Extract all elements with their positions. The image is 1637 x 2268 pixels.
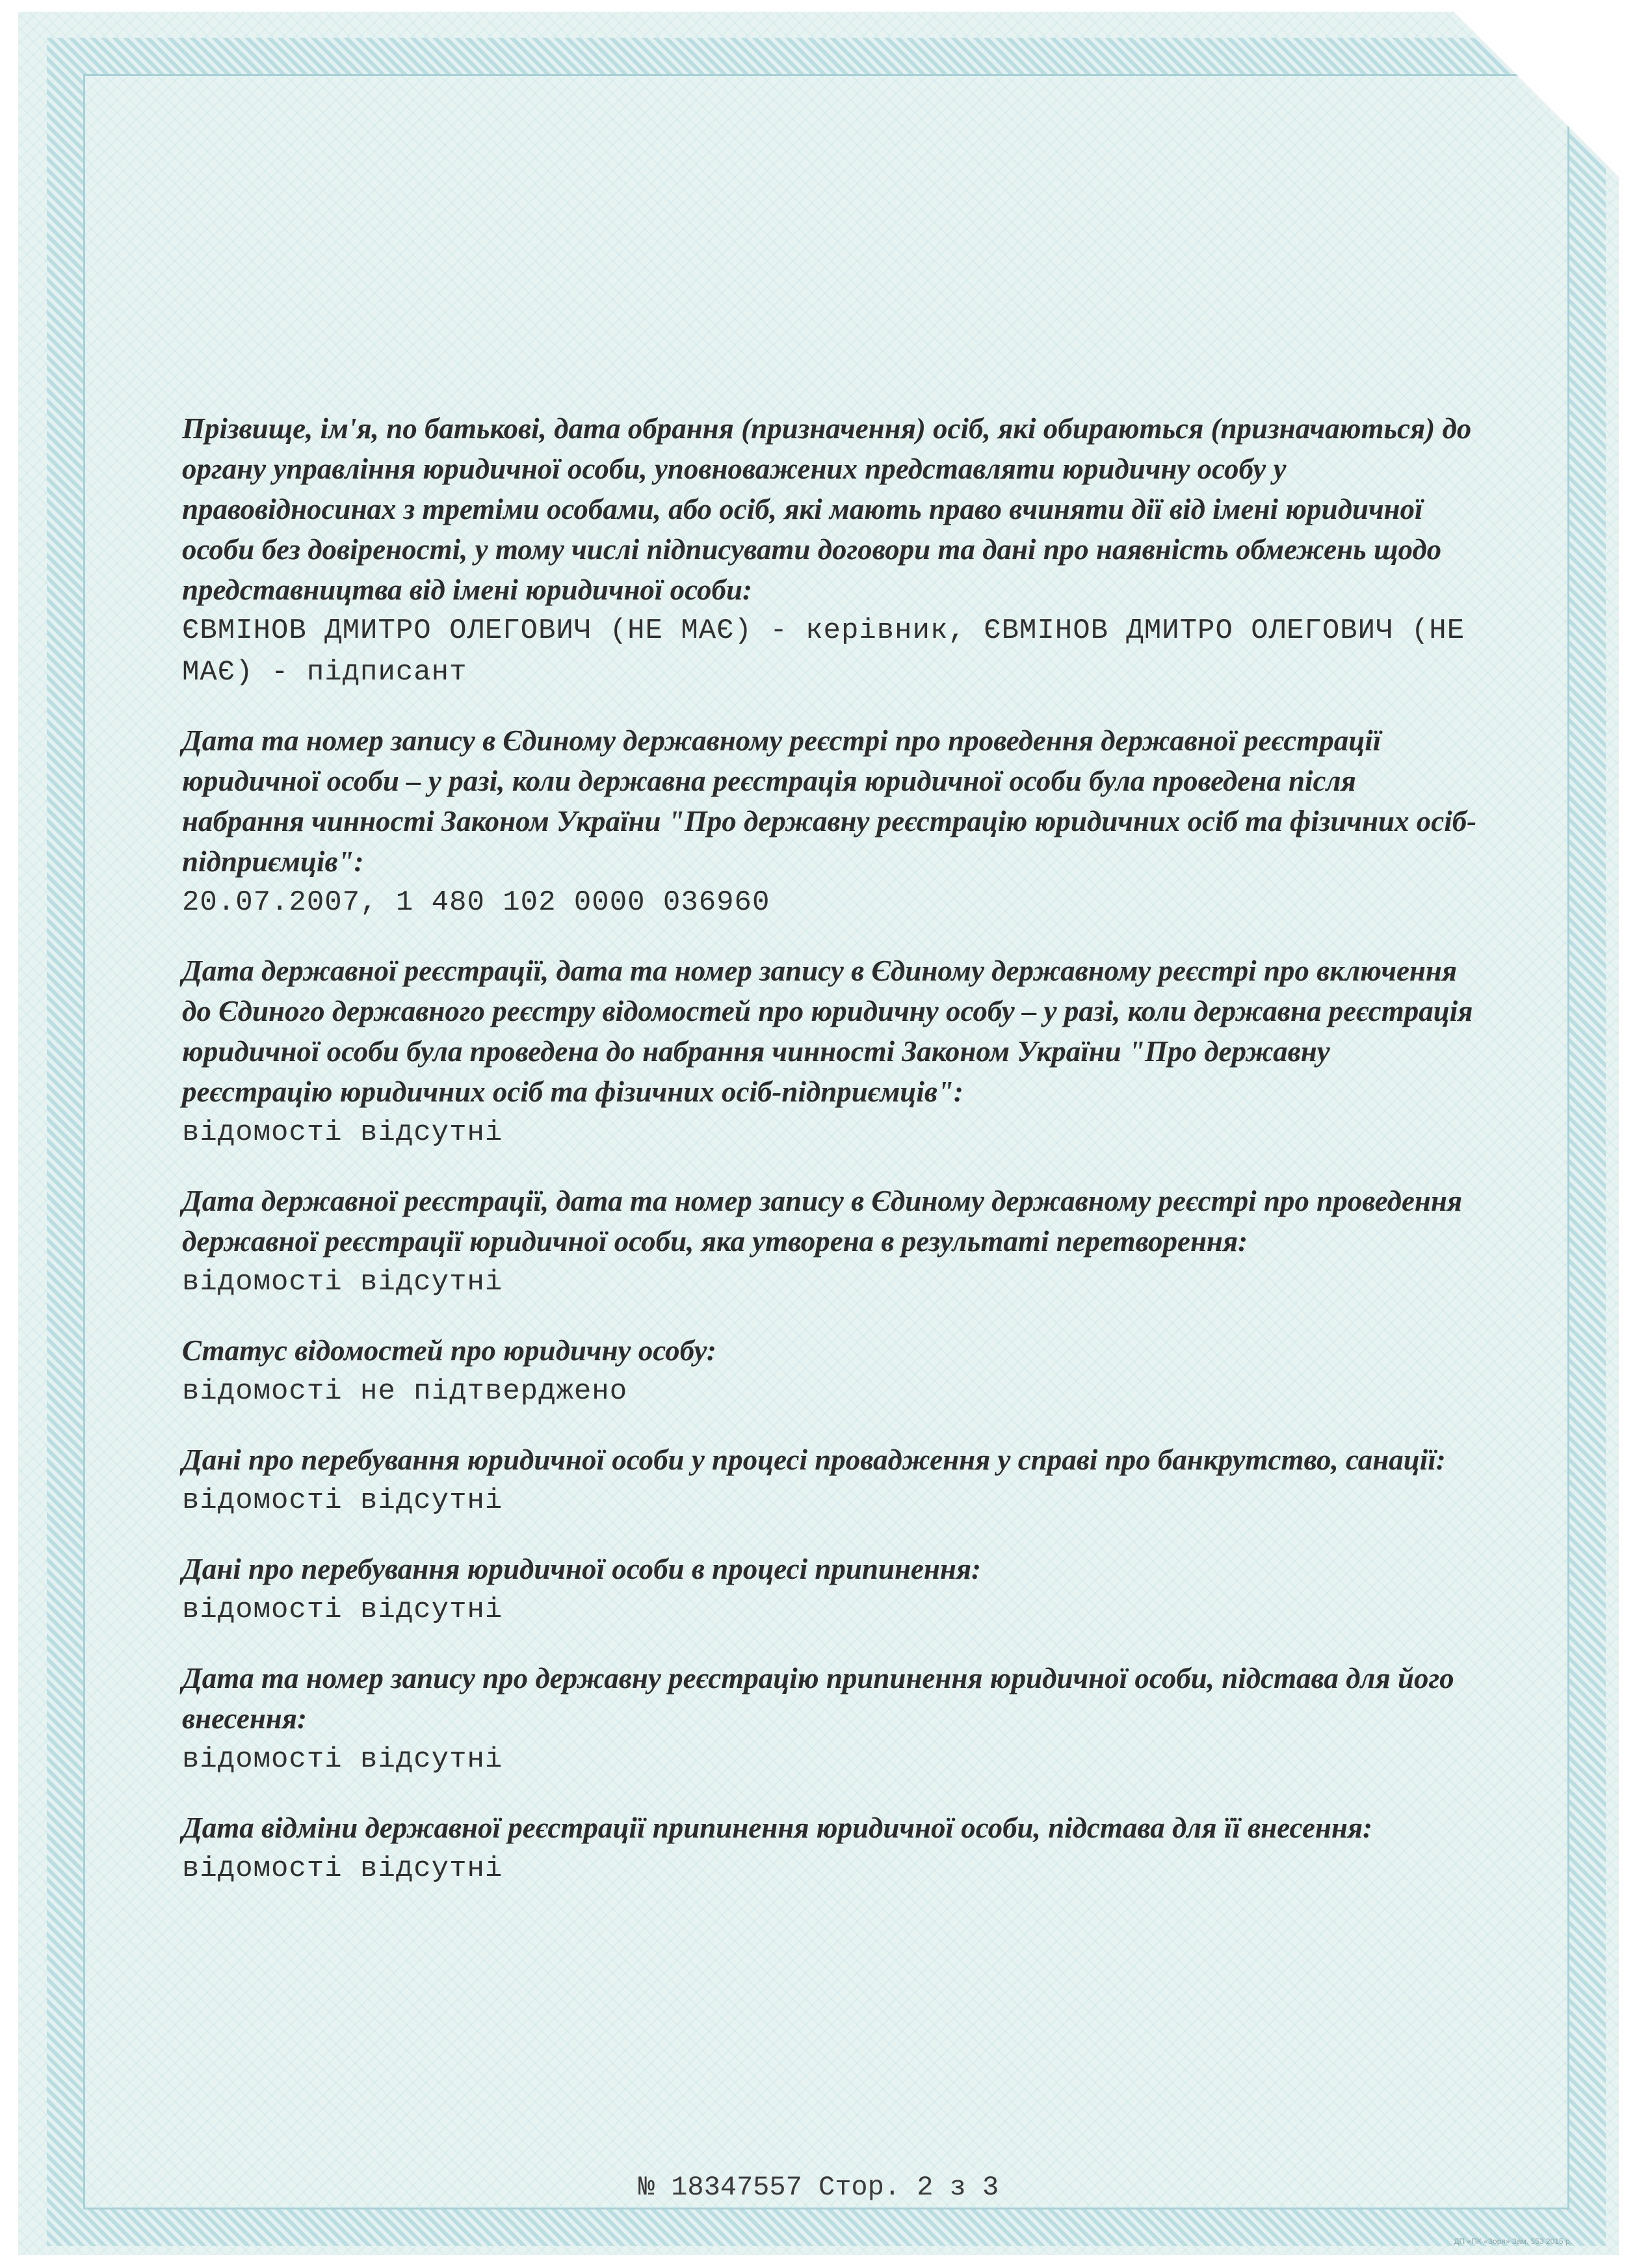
section-label: Дата відміни державної реєстрації припинення юридичної особи, підстава для її внесення: [182,1812,1373,1844]
section-value: відомості відсутні [182,1594,503,1626]
folded-corner [1442,0,1637,195]
section-termination-process [182,1549,1482,1631]
section-termination-cancellation [182,1808,1482,1890]
section-value: відомості відсутні [182,1116,503,1149]
page-number-footer: № 18347557 Стор. 2 з 3 [638,2172,999,2203]
section-transformation [182,1181,1482,1303]
section-termination-record [182,1658,1482,1780]
section-label: Дата державної реєстрації, дата та номер запису в Єдиному державному реєстрі про проведення державної реєстрації юридичної особи, яка утворена в результаті перетворення: [182,1185,1463,1258]
section-status [182,1330,1482,1412]
section-label: Дата державної реєстрації, дата та номер запису в Єдиному державному реєстрі про включення до Єдиного державного реєстру відомостей про юридичну особу – у разі, коли державна реєстрація юридичної особи була проведена до набрання чинності Законом України "Про державну реєстрацію юридичних осіб та фізичних осіб-підприємців": [182,955,1473,1108]
section-value: відомості відсутні [182,1266,503,1299]
section-value: відомості відсутні [182,1853,503,1885]
section-value: відомості не підтверджено [182,1375,628,1408]
section-value: відомості відсутні [182,1484,503,1517]
section-label: Прізвище, ім'я, по батькові, дата обрання (призначення) осіб, які обираються (призначаються) до органу управління юридичної особи, уповноважених представляти юридичну особу у правовідносинах з третіми особами, або осіб, які мають право вчиняти дії від імені юридичної особи без довіреності, у тому числі підписувати договори та дані про наявність обмежень щодо представництва від імені юридичної особи: [182,412,1472,606]
printer-mark: ДП «ПК «Зоря» Зам. 553 2015 р. [1454,2237,1572,2246]
section-value: відомості відсутні [182,1743,503,1776]
document-body [182,408,1482,1917]
section-registration-record [182,720,1482,923]
section-label: Дата та номер запису про державну реєстрацію припинення юридичної особи, підстава для його внесення: [182,1662,1454,1735]
section-label: Дані про перебування юридичної особи у процесі провадження у справі про банкрутство, санації: [182,1444,1446,1476]
section-value: ЄВМІНОВ ДМИТРО ОЛЕГОВИЧ (НЕ МАЄ) - керівник, ЄВМІНОВ ДМИТРО ОЛЕГОВИЧ (НЕ МАЄ) - підписант [182,614,1465,689]
section-label: Дані про перебування юридичної особи в процесі припинення: [182,1553,982,1585]
section-authorized-persons [182,408,1482,693]
section-bankruptcy [182,1440,1482,1522]
section-label: Дата та номер запису в Єдиному державному реєстрі про проведення державної реєстрації юридичної особи – у разі, коли державна реєстрація юридичної особи була проведена після набрання чинності Законом України "Про державну реєстрацію юридичних осіб та фізичних осіб-підприємців": [182,724,1477,878]
section-registry-inclusion [182,951,1482,1154]
section-value: 20.07.2007, 1 480 102 0000 036960 [182,886,770,919]
section-label: Статус відомостей про юридичну особу: [182,1334,716,1367]
